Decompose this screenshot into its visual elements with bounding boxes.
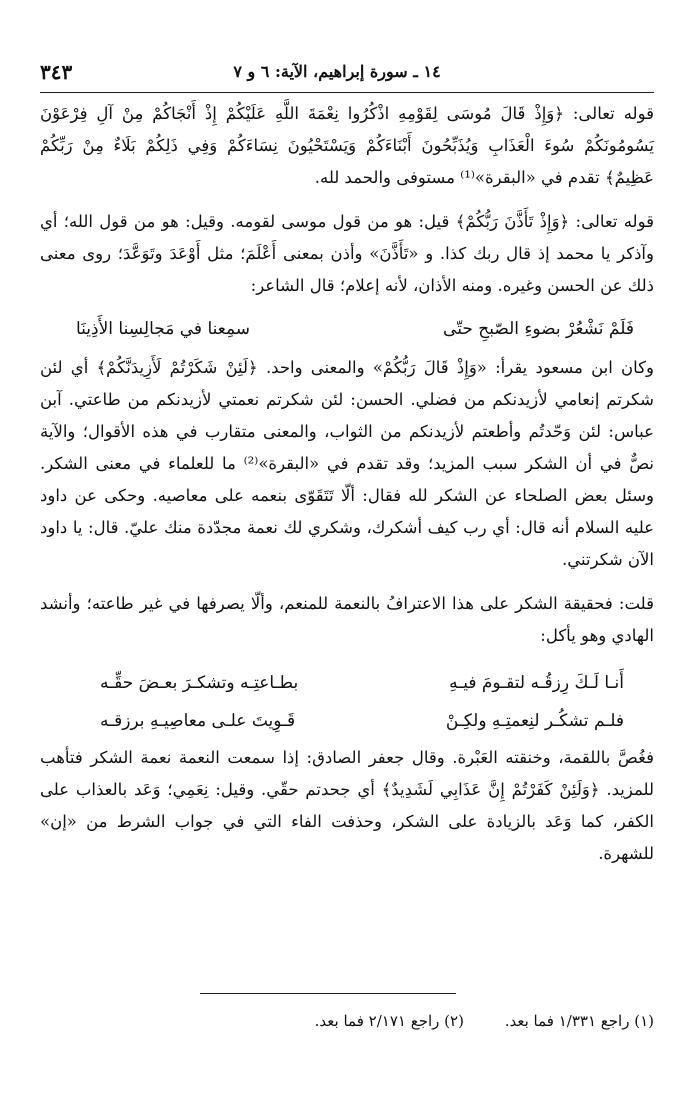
body-text xyxy=(40,98,654,870)
poem-first-hemistich: أَنـا لَـكَ رِزقُـه لتقـومَ فيـهِ xyxy=(449,673,624,693)
paragraph: قوله تعالى: ﴿وَإِذْ تَأَذَّنَ رَبُّكُمْ﴾ قيل: هو من قول موسى لقومه. وقيل: هو من قول الله؛ أي وآذكر يا محمد إذ قال ربك كذا. و «تَأَذَّنَ» وأذن بمعنى أَعْلَمَ؛ مثل أَوْعَدَ وتَوَعَّدَ؛ روى معنى ذلك عن الحسن وغيره. ومنه الأذان، لأنه إعلام؛ قال الشاعر: xyxy=(40,212,654,295)
footnote-divider xyxy=(200,993,456,994)
page-header xyxy=(40,56,654,93)
running-title: ١٤ ـ سورة إبراهيم، الآية: ٦ و ٧ xyxy=(233,62,441,81)
paragraph: قوله تعالى: ﴿وَإِذْ قَالَ مُوسَى لِقَوْمِهِ اذْكُرُوا نِعْمَةَ اللَّهِ عَلَيْكُمْ إِذْ أَنْجَاكُمْ مِنْ آلِ فِرْعَوْنَ يَسُومُونَكُمْ سُوءَ الْعَذَابِ وَيُذَبِّحُونَ أَبْنَاءَكُمْ وَيَسْتَحْيُونَ نِسَاءَكُمْ وَفِي ذَلِكُمْ بَلَاءٌ مِنْ رَبِّكُمْ عَظِيمٌ﴾ تقدم في «البقرة»⁽¹⁾ مستوفى والحمد لله. xyxy=(40,104,654,187)
poem-line xyxy=(100,704,624,738)
verse-line xyxy=(76,312,634,346)
poem-line xyxy=(100,666,624,700)
poem-second-hemistich: بطـاعتِـه وتشكـرَ بعـضَ حقِّـه xyxy=(100,673,299,693)
verse-first-hemistich: فَلَمْ نَشْعُرْ بضوءِ الصّبحِ حتّى xyxy=(443,319,634,339)
footnote: (٢) راجع ٢/١٧١ فما بعد. xyxy=(314,1012,464,1030)
footnotes xyxy=(120,1008,654,1034)
paragraph: فغُصَّ باللقمة، وخنقته العَبْرة. وقال جعفر الصادق: إذا سمعت النعمة نعمة الشكر فتأهب للمزيد. ﴿وَلَئِنْ كَفَرْتُمْ إِنَّ عَذَابِي لَشَدِيدٌ﴾ أي جحدتم حقّي. وقيل: نِعَمِي؛ وَعَد بالعذاب على الكفر، كما وَعَد بالزيادة على الشكر، وحذفت الفاء التي في جواب الشرط من «إن» للشهرة. xyxy=(40,748,654,863)
paragraph: قلت: فحقيقة الشكر على هذا الاعترافُ بالنعمة للمنعم، وألّا يصرفها في غير طاعته؛ وأنشد الهادي وهو يأكل: xyxy=(40,594,654,645)
page-number: ٣٤٣ xyxy=(40,60,73,84)
verse-second-hemistich: سمِعنا في مَجالِسِنا الأَذِينَا xyxy=(76,319,251,339)
footnote: (١) راجع ١/٣٣١ فما بعد. xyxy=(504,1012,654,1030)
paragraph: وكان ابن مسعود يقرأ: «وَإِذْ قَالَ رَبُّكُمْ» والمعنى واحد. ﴿لَئِنْ شَكَرْتُمْ لَأَزِيدَنَّكُمْ﴾ أي لئن شكرتم إنعامي لأزيدنكم من فضلي. الحسن: لئن شكرتم نعمتي لأزيدنكم من طاعتي. آبن عباس: لئن وَحّدتُم وأطعتم لأزيدنكم من الثواب، والمعنى متقارب في هذه الأقوال؛ والآية نصٌّ في أن الشكر سبب المزيد؛ وقد تقدم في «البقرة»⁽²⁾ ما للعلماء في معنى الشكر. وسئل بعض الصلحاء عن الشكر لله فقال: ألّا تَتَقَوّى بنعمه على معاصيه. وحكى عن داود عليه السلام أنه قال: أي رب كيف أشكرك، وشكري لك نعمة مجدّدة منك عليّ. قال: يا داود الآن شكرتني. xyxy=(40,358,654,569)
poem-second-hemistich: قَـوِيتَ علـى معاصِيـهِ برزقـه xyxy=(100,711,296,731)
poem-first-hemistich: فلـم تشكُـر لنِعمتِـهِ ولكِـنْ xyxy=(445,711,624,731)
